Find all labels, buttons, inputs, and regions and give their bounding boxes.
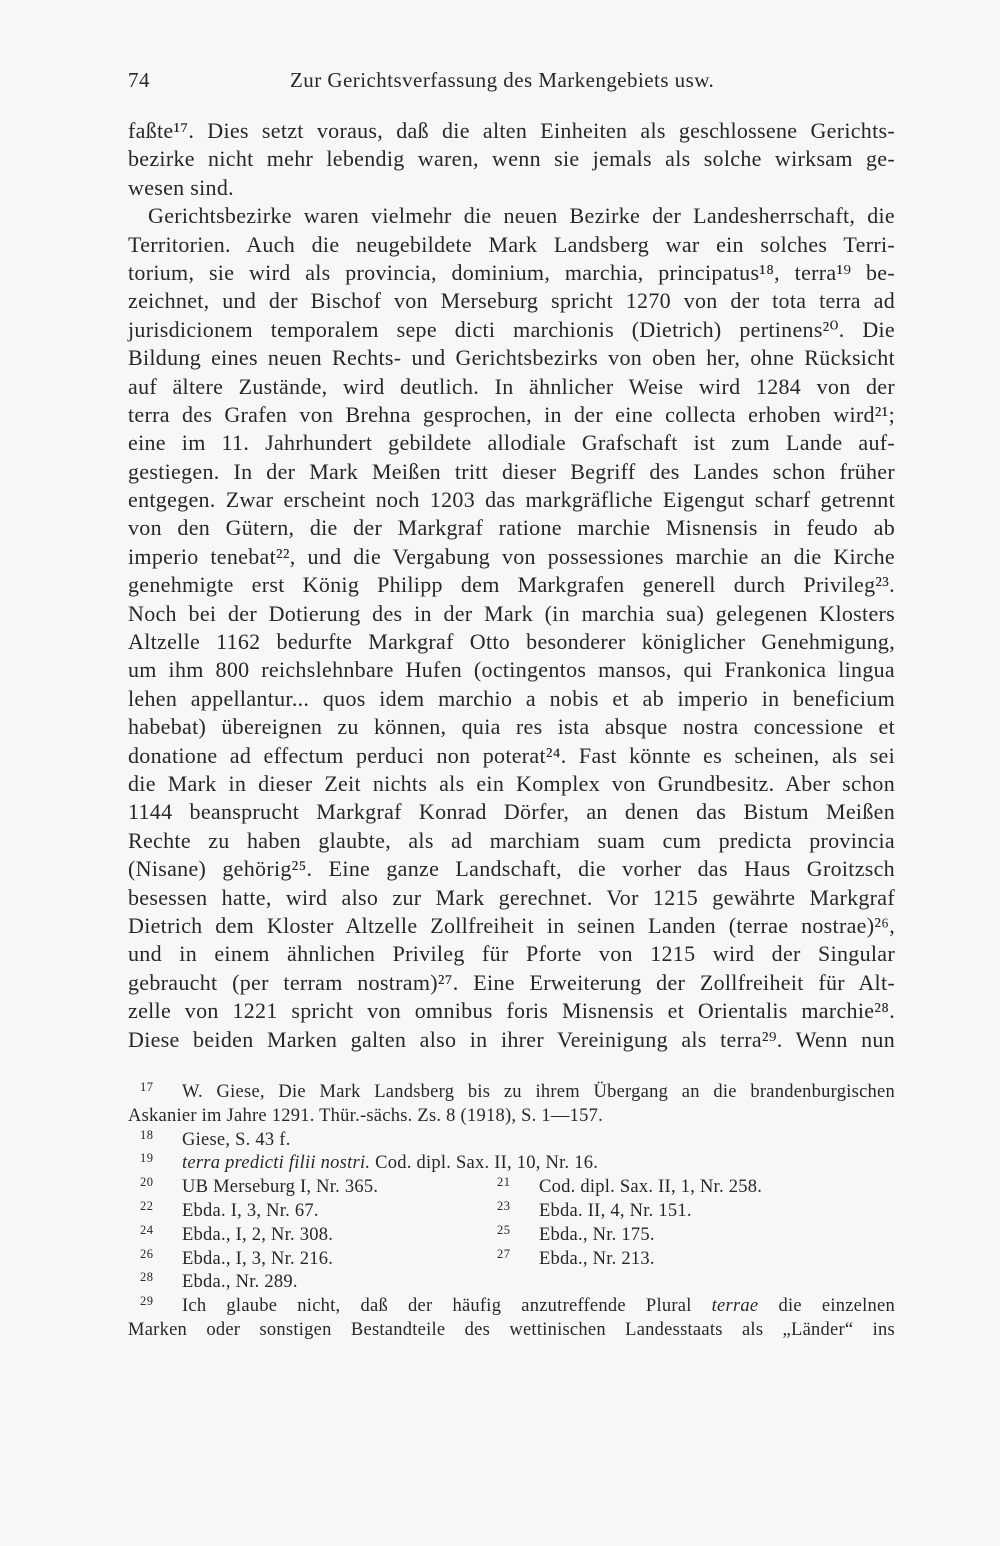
text-line: Bildung eines neuen Rechts- und Gerichtsbezirks von oben her, ohne Rücksicht	[128, 345, 895, 371]
text-line: die Mark in dieser Zeit nichts als ein Komplex von Grundbesitz. Aber schon	[128, 770, 895, 796]
footnote-number: 27	[497, 1246, 511, 1261]
footnote-text: Ebda. I, 3, Nr. 67.	[182, 1200, 319, 1221]
footnote-27	[485, 1248, 895, 1272]
text-line: Diese beiden Marken galten also in ihrer Vereinigung als terra²⁹. Wenn nun	[128, 1026, 895, 1052]
footnote-text: Ebda., Nr. 175.	[539, 1224, 655, 1245]
text-line: faßte¹⁷. Dies setzt voraus, daß die alten Einheiten als geschlossene Gerichts-	[128, 118, 895, 143]
footnote-pair-24-25	[128, 1224, 895, 1248]
text-line: donatione ad effectum perduci non poterat²⁴. Fast könnte es scheinen, als sei	[128, 742, 895, 768]
footnote-text: W. Giese, Die Mark Landsberg bis zu ihrem Übergang an die brandenburgischen	[182, 1082, 895, 1102]
page-number: 74	[128, 68, 150, 92]
footnote-26	[128, 1248, 485, 1272]
footnote-pair-20-21	[128, 1176, 895, 1200]
text-line: Dietrich dem Kloster Altzelle Zollfreiheit in seinen Landen (terrae nostrae)²⁶,	[128, 912, 895, 938]
footnote-text: Ebda., I, 3, Nr. 216.	[182, 1248, 334, 1269]
footnote-29	[128, 1295, 895, 1319]
text-line: und in einem ähnlichen Privileg für Pforte von 1215 wird der Singular	[128, 941, 895, 967]
page-header	[128, 66, 895, 94]
main-text	[128, 117, 895, 1054]
footnote-29-continued	[128, 1319, 895, 1343]
footnote-number: 28	[140, 1270, 154, 1285]
footnote-text: Ebda., Nr. 213.	[539, 1248, 655, 1269]
text-line: zelle von 1221 spricht von omnibus foris Misnensis et Orientalis marchie²⁸.	[128, 998, 895, 1024]
text-line: Gerichtsbezirke waren vielmehr die neuen Bezirke der Landesherrschaft, die	[148, 203, 895, 229]
footnote-number: 17	[140, 1080, 154, 1094]
footnote-19	[128, 1152, 895, 1176]
text-line: habebat) übereignen zu können, quia res ista absque nostra concessione et	[128, 714, 895, 740]
text-line: Rechte zu haben glaubte, als ad marchiam suam cum predicta provincia	[128, 827, 895, 853]
footnote-text: Ebda., Nr. 289.	[182, 1272, 298, 1293]
text-line: bezirke nicht mehr lebendig waren, wenn sie jemals als solche wirksam ge-	[128, 146, 895, 172]
footnote-21	[485, 1176, 895, 1200]
text-line: Territorien. Auch die neugebildete Mark Landsberg war ein solches Terri-	[128, 231, 895, 257]
text-line: auf ältere Zustände, wird deutlich. In ähnlicher Weise wird 1284 von der	[128, 373, 895, 399]
footnote-number: 29	[140, 1294, 154, 1309]
text-line: zeichnet, und der Bischof von Merseburg spricht 1270 von der tota terra ad	[128, 288, 895, 314]
footnote-quote: terra predicti filii nostri.	[182, 1153, 371, 1174]
footnote-text: die einzelnen	[778, 1296, 895, 1317]
text-line: (Nisane) gehörig²⁵. Eine ganze Landschaft, die vorher das Haus Groitzsch	[128, 856, 895, 882]
footnote-number: 25	[497, 1222, 511, 1237]
text-line: Noch bei der Dotierung des in der Mark (in marchia sua) gelegenen Klosters	[128, 600, 895, 626]
footnote-number: 21	[497, 1175, 511, 1190]
text-line: torium, sie wird als provincia, dominium, marchia, principatus¹⁸, terra¹⁹ be-	[128, 259, 895, 285]
footnote-number: 18	[140, 1127, 154, 1142]
footnote-text: Ebda., I, 2, Nr. 308.	[182, 1224, 334, 1245]
text-line: gebraucht (per terram nostram)²⁷. Eine Erweiterung der Zollfreiheit für Alt-	[128, 969, 895, 995]
footnote-number: 24	[140, 1222, 154, 1237]
footnote-text: Cod. dipl. Sax. II, 1, Nr. 258.	[539, 1177, 763, 1198]
footnotes	[128, 1081, 895, 1343]
footnote-text: Marken oder sonstigen Bestandteile des wettinischen Landesstaats als „Länder“ ins	[128, 1319, 895, 1340]
footnote-text: Ich glaube nicht, daß der häufig anzutreffende Plural	[182, 1296, 692, 1317]
text-line: wesen sind.	[128, 174, 234, 200]
footnote-text: Giese, S. 43 f.	[182, 1129, 291, 1150]
footnote-text: UB Merseburg I, Nr. 365.	[182, 1177, 379, 1198]
text-line: terra des Grafen von Brehna gesprochen, in der eine collecta erhoben wird²¹;	[128, 401, 895, 427]
text-line: lehen appellantur... quos idem marchio a nobis et ab imperio in beneficium	[128, 685, 895, 711]
footnote-number: 22	[140, 1198, 154, 1213]
footnote-24	[128, 1224, 485, 1248]
text-line: imperio tenebat²², und die Vergabung von possessiones marchie an die Kirche	[128, 543, 895, 569]
footnote-18	[128, 1129, 895, 1153]
text-line: eine im 11. Jahrhundert gebildete allodiale Grafschaft ist zum Lande auf-	[128, 430, 895, 456]
text-line: gestiegen. In der Mark Meißen tritt dieser Begriff des Landes schon früher	[128, 458, 895, 484]
footnote-number: 19	[140, 1151, 154, 1166]
text-line: von den Gütern, die der Markgraf ratione marchie Misnensis in feudo ab	[128, 515, 895, 541]
footnote-term: terrae	[711, 1296, 759, 1317]
footnote-25	[485, 1224, 895, 1248]
footnote-17-continued	[128, 1105, 895, 1129]
text-line: besessen hatte, wird also zur Mark gerechnet. Vor 1215 gewährte Markgraf	[128, 884, 895, 910]
footnote-number: 23	[497, 1198, 511, 1213]
footnote-text: Askanier im Jahre 1291. Thür.-sächs. Zs. 8 (1918), S. 1—157.	[128, 1105, 604, 1126]
footnote-pair-22-23	[128, 1200, 895, 1224]
footnote-pair-26-27	[128, 1248, 895, 1272]
footnote-text: Ebda. II, 4, Nr. 151.	[539, 1200, 692, 1221]
footnote-17	[128, 1081, 895, 1105]
text-line: jurisdicionem temporalem sepe dicti marchionis (Dietrich) pertinens²⁰. Die	[128, 316, 895, 342]
footnote-text: Cod. dipl. Sax. II, 10, Nr. 16.	[375, 1153, 599, 1174]
footnote-number: 26	[140, 1246, 154, 1261]
footnote-28	[128, 1271, 895, 1295]
text-line: entgegen. Zwar erscheint noch 1203 das markgräfliche Eigengut scharf getrennt	[128, 487, 895, 513]
footnote-22	[128, 1200, 485, 1224]
running-title: Zur Gerichtsverfassung des Markengebiets usw.	[290, 68, 715, 92]
footnote-23	[485, 1200, 895, 1224]
text-line: Altzelle 1162 bedurfte Markgraf Otto besonderer königlicher Genehmigung,	[128, 629, 895, 655]
footnote-number: 20	[140, 1175, 154, 1190]
text-line: genehmigte erst König Philipp dem Markgrafen generell durch Privileg²³.	[128, 572, 895, 598]
text-line: um ihm 800 reichslehnbare Hufen (octingentos mansos, qui Frankonica lingua	[128, 657, 895, 683]
text-line: 1144 beansprucht Markgraf Konrad Dörfer, an denen das Bistum Meißen	[128, 799, 895, 825]
footnote-20	[128, 1176, 485, 1200]
